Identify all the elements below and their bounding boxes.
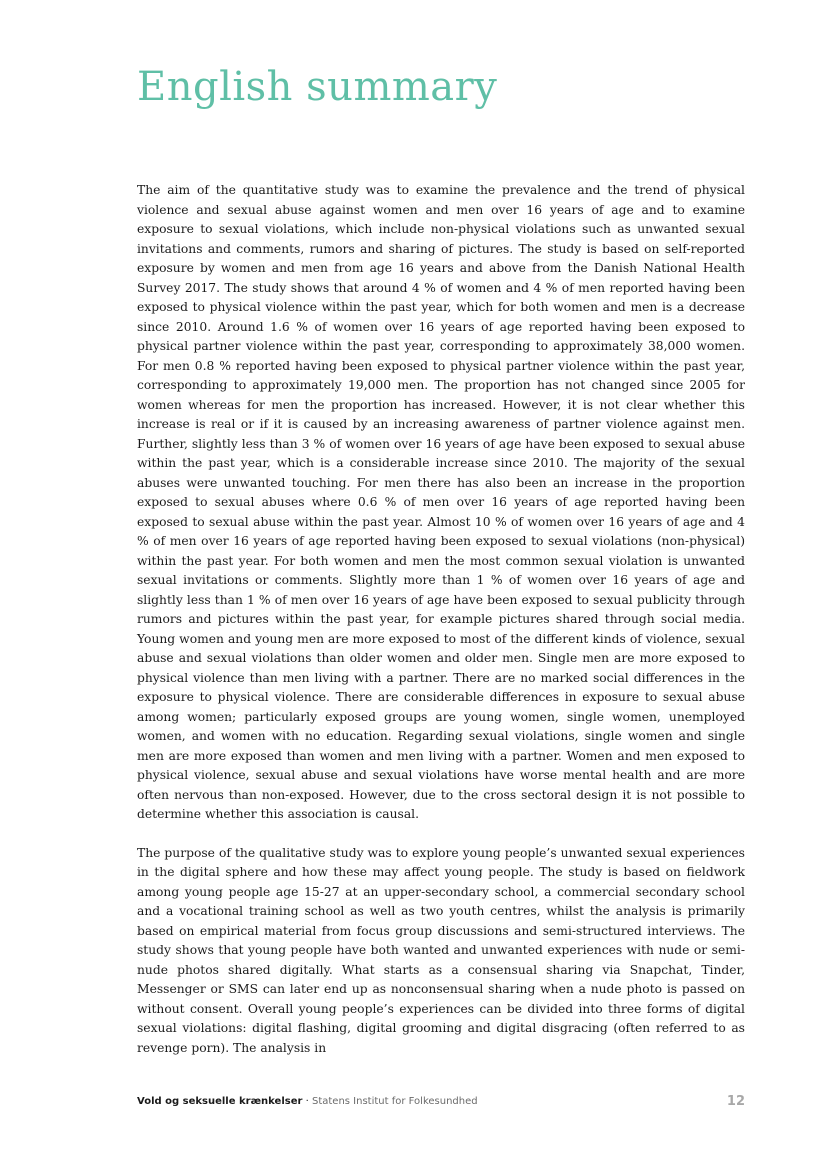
- page-number: 12: [726, 1094, 745, 1109]
- footer-publication-title: Vold og seksuelle krænkelser: [137, 1096, 303, 1107]
- body-text: [137, 181, 745, 1077]
- paragraph-qualitative-study: The purpose of the qualitative study was to explore young people’s unwanted sexual experiences in the digital sphere and how these may affect young people. The study is based on fieldwork among young people age 15-27 at an upper-secondary school, a commercial secondary school and a vocational training school as well as two youth centres, whilst the analysis is primarily based on empirical material from focus group discussions and semi-structured interviews. The study shows that young people have both wanted and unwanted experiences with nude or semi-nude photos shared digitally. What starts as a consensual sharing via Snapchat, Tinder, Messenger or SMS can later end up as nonconsensual sharing when a nude photo is passed on without consent. Overall young people’s experiences can be divided into three forms of digital sexual violations: digital flashing, digital grooming and digital disgracing (often referred to as revenge porn). The analysis in: [137, 845, 745, 1055]
- footer-organization: Statens Institut for Folkesundhed: [311, 1096, 478, 1107]
- footer-separator: ·: [302, 1096, 312, 1107]
- page-footer: [137, 1094, 745, 1110]
- page-title: English summary: [137, 64, 498, 110]
- paragraph-quantitative-study: The aim of the quantitative study was to examine the prevalence and the trend of physical violence and sexual abuse against women and men over 16 years of age and to examine exposure to sexual violations, which include non-physical violations such as unwanted sexual invitations and comments, rumors and sharing of pictures. The study is based on self-reported exposure by women and men from age 16 years and above from the Danish National Health Survey 2017. The study shows that around 4 % of women and 4 % of men reported having been exposed to physical violence within the past year, which for both women and men is a decrease since 2010. Around 1.6 % of women over 16 years of age reported having been exposed to physical partner violence within the past year, corresponding to approximately 38,000 women. For men 0.8 % reported having been exposed to physical partner violence within the past year, corresponding to approximately 19,000 men. The proportion has not changed since 2005 for women whereas for men the proportion has increased. However, it is not clear whether this increase is real or if it is caused by an increasing awareness of partner violence against men. Further, slightly less than 3 % of women over 16 years of age have been exposed to sexual abuse within the past year, which is a considerable increase since 2010. The majority of the sexual abuses were unwanted touching. For men there has also been an increase in the proportion exposed to sexual abuses where 0.6 % of men over 16 years of age reported having been exposed to sexual abuse within the past year. Almost 10 % of women over 16 years of age and 4 % of men over 16 years of age reported having been exposed to sexual violations (non-physical) within the past year. For both women and men the most common sexual violation is unwanted sexual invitations or comments. Slightly more than 1 % of women over 16 years of age and slightly less than 1 % of men over 16 years of age have been exposed to sexual publicity through rumors and pictures within the past year, for example pictures shared through social media. Young women and young men are more exposed to most of the different kinds of violence, sexual abuse and sexual violations than older women and older men. Single men are more exposed to physical violence than men living with a partner. There are no marked social differences in the exposure to physical violence. There are considerable differences in exposure to sexual abuse among women; particularly exposed groups are young women, single women, unemployed women, and women with no education. Regarding sexual violations, single women and single men are more exposed than women and men living with a partner. Women and men exposed to physical violence, sexual abuse and sexual violations have worse mental health and are more often nervous than non-exposed. However, due to the cross sectoral design it is not possible to determine whether this association is causal.: [137, 183, 745, 821]
